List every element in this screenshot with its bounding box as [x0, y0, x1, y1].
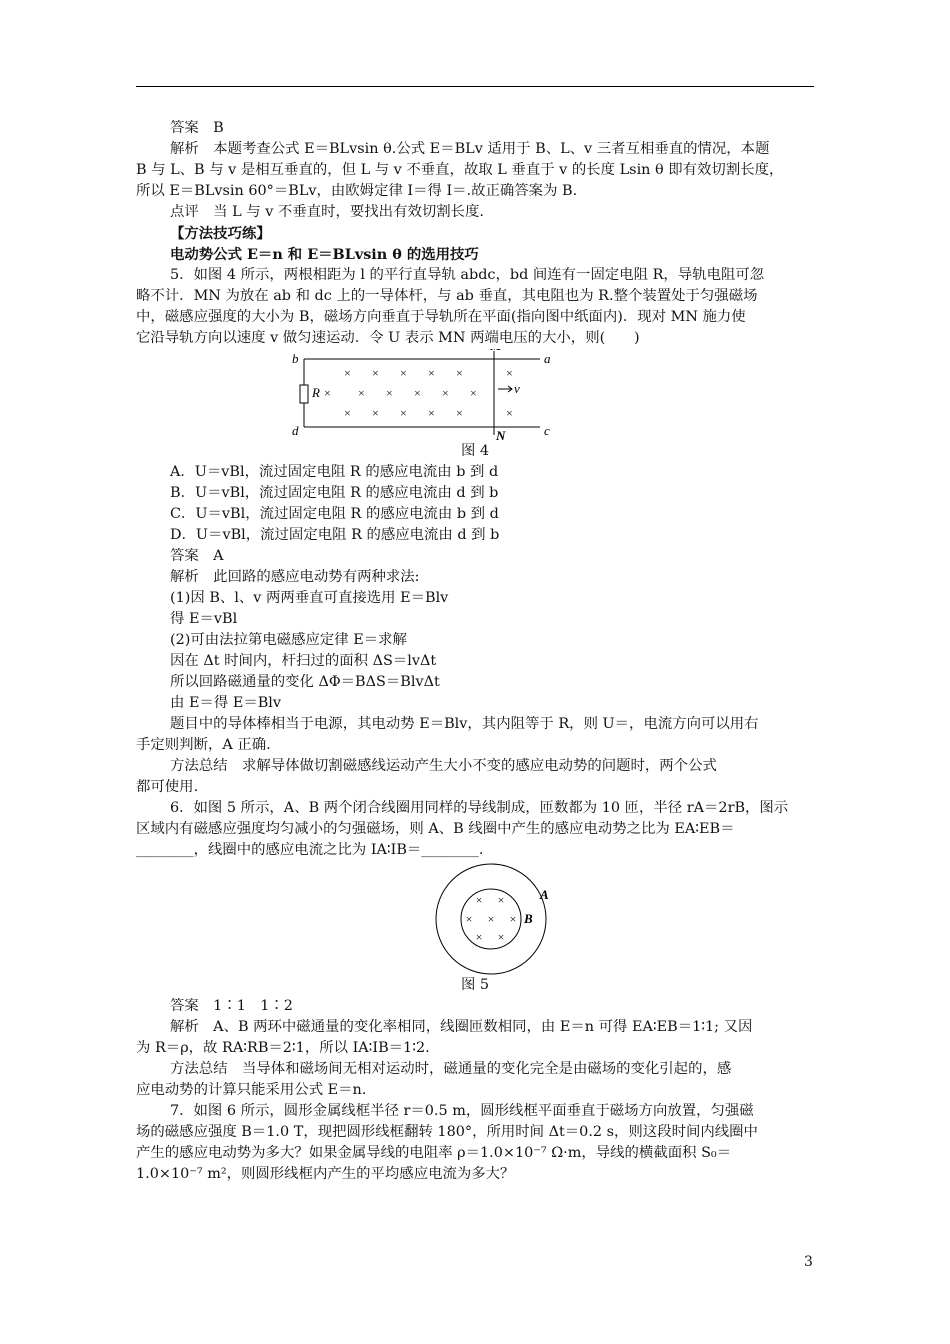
text-line: 由 E＝得 E＝Blv	[170, 695, 282, 711]
text-line: 所以 E＝BLvsin 60°＝BLv，由欧姆定律 I＝得 I＝.故正确答案为 B.	[136, 183, 578, 199]
field-mark: ×	[475, 893, 483, 907]
text-line: 【方法技巧练】	[170, 225, 271, 242]
label-d: d	[292, 423, 299, 438]
field-mark: ×	[487, 912, 495, 926]
text-block-solution-4-and-question-5	[136, 118, 814, 349]
figure-4	[136, 349, 814, 441]
text-line: 略不计．MN 为放在 ab 和 dc 上的一导体杆，与 ab 垂直，其电阻也为 R.整个装置处于匀强磁场	[136, 288, 758, 304]
field-mark: ×	[372, 366, 379, 380]
text-line: 方法总结 当导体和磁场间无相对运动时，磁通量的变化完全是由磁场的变化引起的，感	[170, 1061, 732, 1077]
label-m	[489, 349, 502, 353]
text-line: 5．如图 4 所示，两根相距为 l 的平行直导轨 abdc，bd 间连有一固定电阻 R，导轨电阻可忽	[170, 267, 765, 283]
text-line: B．U＝vBl，流过固定电阻 R 的感应电流由 d 到 b	[170, 485, 499, 501]
text-line: 手定则判断，A 正确.	[136, 737, 271, 753]
text-line: 1.0×10⁻⁷ m²，则圆形线框内产生的平均感应电流为多大？	[136, 1166, 515, 1182]
field-marks-fig5	[466, 893, 517, 944]
figure-5	[136, 861, 814, 975]
field-mark: ×	[497, 893, 505, 907]
field-mark: ×	[506, 366, 513, 380]
field-mark: ×	[442, 386, 449, 400]
text-line: A．U＝vBl，流过固定电阻 R 的感应电流由 b 到 d	[170, 464, 499, 480]
field-mark: ×	[344, 366, 351, 380]
header-rule	[136, 86, 814, 87]
field-mark: ×	[428, 366, 435, 380]
page-number: 3	[804, 1254, 813, 1270]
label-a: a	[544, 351, 551, 366]
field-marks-fig4	[324, 366, 513, 420]
label-r: R	[312, 385, 320, 400]
field-mark: ×	[372, 406, 379, 420]
field-mark: ×	[509, 912, 517, 926]
text-line: 中，磁感应强度的大小为 B，磁场方向垂直于导轨所在平面(指向图中纸面内)．现对 MN 施力使	[136, 309, 746, 325]
label-n: N	[496, 428, 506, 441]
field-mark: ×	[400, 366, 407, 380]
label-b: b	[292, 351, 299, 366]
text-line: 都可使用.	[136, 779, 199, 795]
text-line: 应电动势的计算只能采用公式 E＝n.	[136, 1082, 367, 1098]
field-mark: ×	[324, 386, 331, 400]
coils-diagram	[136, 861, 814, 975]
text-block-options-and-question-6	[136, 462, 814, 861]
field-mark: ×	[358, 386, 365, 400]
field-mark: ×	[456, 406, 463, 420]
text-line: ________，线圈中的感应电流之比为 IA∶IB＝________.	[136, 842, 484, 858]
text-line: 7．如图 6 所示，圆形金属线框半径 r＝0.5 m，圆形线框平面垂直于磁场方向放置，匀强磁	[170, 1103, 754, 1119]
circuit-diagram	[136, 349, 814, 441]
text-line: 6．如图 5 所示，A、B 两个闭合线圈用同样的导线制成，匝数都为 10 匝，半径 rA＝2rB，图示	[170, 800, 789, 816]
text-line: 点评 当 L 与 v 不垂直时，要找出有效切割长度.	[170, 204, 484, 220]
label-v: v	[514, 381, 520, 396]
label-coil-b: B	[524, 911, 533, 926]
page-content	[136, 118, 814, 1185]
field-mark: ×	[386, 386, 393, 400]
text-line: 答案 A	[170, 548, 224, 564]
text-line: 所以回路磁通量的变化 ΔΦ＝BΔS＝BlvΔt	[170, 674, 440, 690]
text-line: D．U＝vBl，流过固定电阻 R 的感应电流由 d 到 b	[170, 527, 500, 543]
field-mark: ×	[414, 386, 421, 400]
text-line: 因在 Δt 时间内，杆扫过的面积 ΔS＝lvΔt	[170, 653, 437, 669]
text-line: 解析 本题考查公式 E＝BLvsin θ.公式 E＝BLv 适用于 B、L、v 三者互相垂直的情况，本题	[170, 141, 770, 157]
resistor-r	[300, 385, 308, 403]
label-c: c	[544, 423, 550, 438]
figure-4-caption: 图 4	[460, 443, 490, 459]
field-mark: ×	[400, 406, 407, 420]
text-line: 为 R＝ρ，故 RA∶RB＝2∶1，所以 IA∶IB＝1∶2.	[136, 1040, 430, 1056]
field-mark: ×	[456, 366, 463, 380]
text-line: 得 E＝vBl	[170, 611, 238, 627]
field-mark: ×	[428, 406, 435, 420]
text-line: 区域内有磁感应强度均匀减小的匀强磁场，则 A、B 线圈中产生的感应电动势之比为 EA∶EB＝	[136, 821, 735, 837]
text-line: 电动势公式 E＝n 和 E＝BLvsin θ 的选用技巧	[170, 246, 479, 263]
text-line: 解析 此回路的感应电动势有两种求法:	[170, 569, 420, 585]
field-mark: ×	[497, 930, 505, 944]
text-line: 答案 1∶1 1∶2	[170, 998, 293, 1014]
text-line: (1)因 B、l、v 两两垂直可直接选用 E＝Blv	[170, 590, 449, 606]
field-mark: ×	[344, 406, 351, 420]
text-line: 方法总结 求解导体做切割磁感线运动产生大小不变的感应电动势的问题时，两个公式	[170, 758, 717, 774]
figure-5-caption: 图 5	[460, 977, 490, 993]
text-line: 解析 A、B 两环中磁通量的变化率相同，线圈匝数相同，由 E＝n 可得 EA∶EB＝1∶1; 又因	[170, 1019, 753, 1035]
field-mark: ×	[465, 912, 473, 926]
text-line: 它沿导轨方向以速度 v 做匀速运动．令 U 表示 MN 两端电压的大小，则( )	[136, 330, 640, 346]
text-line: 场的磁感应强度 B＝1.0 T，现把圆形线框翻转 180°，所用时间 Δt＝0.2 s，则这段时间内线圈中	[136, 1124, 758, 1140]
text-line: B 与 L、B 与 v 是相互垂直的，但 L 与 v 不垂直，故取 L 垂直于 v 的长度 Lsin θ 即有效切割长度，	[136, 162, 784, 178]
text-line: 题目中的导体棒相当于电源，其电动势 E＝Blv，其内阻等于 R，则 U＝，电流方向可以用右	[170, 716, 759, 732]
field-mark: ×	[470, 386, 477, 400]
field-mark: ×	[475, 930, 483, 944]
text-block-solution-6-and-question-7	[136, 996, 814, 1185]
field-mark: ×	[506, 406, 513, 420]
text-line: C．U＝vBl，流过固定电阻 R 的感应电流由 b 到 d	[170, 506, 499, 522]
text-line: (2)可由法拉第电磁感应定律 E＝求解	[170, 632, 407, 648]
text-line: 答案 B	[170, 120, 224, 136]
text-line: 产生的感应电动势为多大？如果金属导线的电阻率 ρ＝1.0×10⁻⁷ Ω·m，导线的横截面积 S₀＝	[136, 1145, 732, 1161]
label-coil-a: A	[540, 887, 549, 902]
